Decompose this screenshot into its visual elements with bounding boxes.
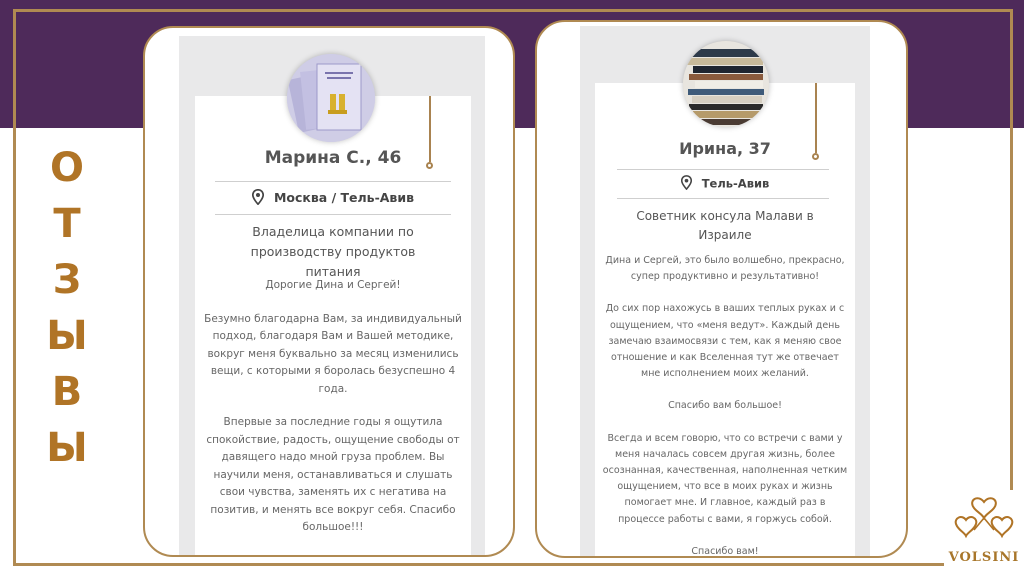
divider	[215, 214, 451, 215]
review-paragraph: Впервые за последние годы я ощутила спокойствие, радость, ощущение свободы от давящего надо мной груза проблем. Вы научили меня, останавливаться и слушать свои чувства, заменять их с негатива на позитив, и менять все вокруг себя. Спасибо большое!!!	[206, 416, 460, 533]
review-panel	[595, 83, 855, 558]
location-text: Москва / Тель-Авив	[273, 190, 415, 205]
review-panel	[195, 96, 471, 557]
brand-logo	[944, 490, 1024, 574]
hearts-logo-icon	[944, 490, 1024, 550]
review-screenshot	[179, 36, 485, 557]
review-screenshot	[580, 26, 870, 558]
location-text: Тель-Авив	[701, 176, 770, 191]
review-card	[535, 20, 908, 558]
divider	[215, 181, 451, 182]
review-paragraph: Спасибо вам!	[691, 545, 759, 557]
review-paragraph: Дорогие Дина и Сергей!	[265, 279, 401, 291]
title-letter: З	[52, 257, 82, 303]
reviewer-avatar	[683, 41, 769, 127]
review-paragraph: До сих пор нахожусь в ваших теплых руках и с ощущением, что «меня ведут». Каждый день замечаю взаимосвязи с тем, как я меняю свое отношение и как Вселенная тут же отвечает мне исполнением моих желаний.	[605, 303, 845, 380]
review-text	[601, 253, 849, 558]
reviewer-location	[195, 189, 471, 208]
title-letter: О	[49, 145, 84, 191]
map-pin-icon	[252, 189, 264, 208]
brand-name: VOLSINI	[948, 550, 1020, 565]
divider	[617, 169, 829, 170]
reviewer-name: Ирина, 37	[679, 139, 771, 158]
title-letter: Ы	[46, 313, 88, 359]
reviewer-avatar	[287, 54, 375, 142]
review-card	[143, 26, 515, 557]
reviewer-role: Советник консула Малави в Израиле	[636, 209, 814, 242]
reviewer-location	[595, 175, 855, 193]
reviewer-name: Марина С., 46	[264, 148, 402, 168]
review-text	[203, 277, 463, 537]
map-pin-icon	[681, 175, 692, 193]
review-paragraph: Спасибо вам большое!	[668, 400, 782, 412]
title-letter: Т	[53, 201, 81, 247]
title-letter: В	[51, 369, 83, 415]
review-paragraph: Дина и Сергей, это было волшебно, прекрасно, супер продуктивно и результативно!	[605, 255, 845, 283]
book-stack-icon	[683, 41, 769, 127]
review-paragraph: Всегда и всем говорю, что со встречи с вами у меня началась совсем другая жизнь, более осознанная, качественная, наполненная четким ощущением, что все в моих руках и жизнь помогает мне. И главное, каждый раз в процессе работы с вами, я горжусь собой.	[602, 432, 848, 525]
review-paragraph: Безумно благодарна Вам, за индивидуальный подход, благодаря Вам и Вашей методике, вокруг меня буквально за месяц изменились вещи, с которыми я боролась безуспешно 4 года.	[204, 312, 462, 395]
page-title	[38, 140, 96, 476]
reviewer-role: Владелица компании по производству продуктов питания	[250, 224, 416, 279]
divider	[617, 198, 829, 199]
title-letter: Ы	[46, 425, 88, 471]
book-cover-icon	[287, 54, 375, 142]
